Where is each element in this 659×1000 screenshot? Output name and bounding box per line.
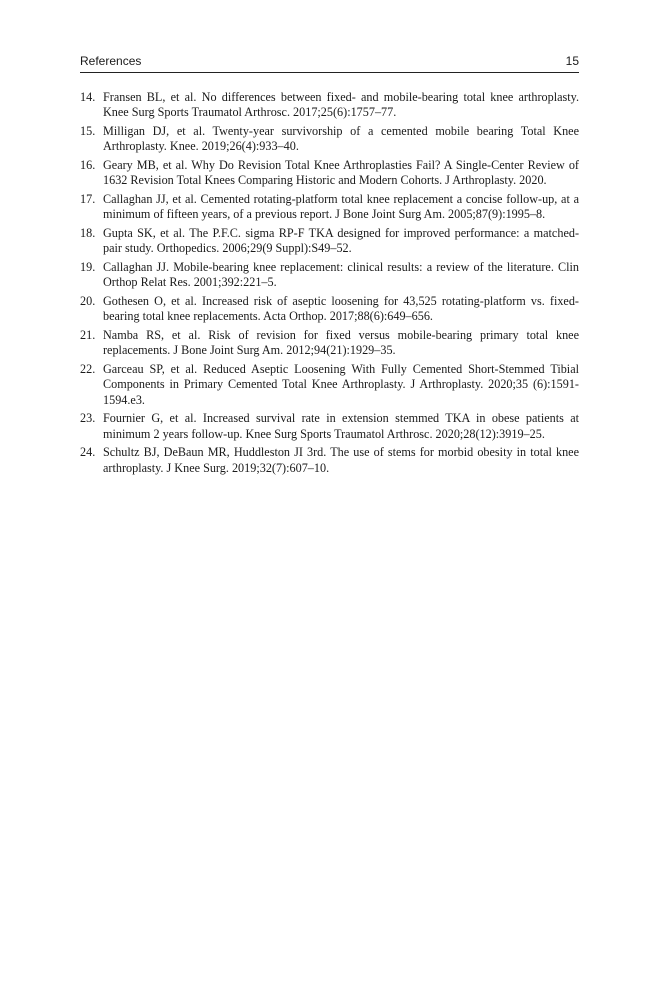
reference-text: Callaghan JJ, et al. Cemented rotating-platform total knee replacement a concise follow-up, at a minimum of fifteen years, of a previous report. J Bone Joint Surg Am. 2005;87(9):1995–8. [103, 192, 579, 222]
reference-number: 16. [80, 158, 96, 172]
reference-text: Gupta SK, et al. The P.F.C. sigma RP-F TKA designed for improved performance: a matched-pair study. Orthopedics. 2006;29(9 Suppl):S49–52. [103, 226, 579, 256]
reference-text: Schultz BJ, DeBaun MR, Huddleston JI 3rd. The use of stems for morbid obesity in total knee arthroplasty. J Knee Surg. 2019;32(7):607–10. [103, 445, 579, 475]
page-number: 15 [565, 54, 579, 68]
reference-item [80, 192, 579, 223]
reference-item [80, 124, 579, 155]
reference-number: 18. [80, 226, 96, 240]
reference-number: 21. [80, 328, 96, 342]
reference-text: Fransen BL, et al. No differences between fixed- and mobile-bearing total knee arthroplasty. Knee Surg Sports Traumatol Arthrosc. 2017;25(6):1757–77. [103, 90, 579, 120]
section-title: References [80, 54, 142, 68]
reference-number: 19. [80, 260, 96, 274]
reference-text: Gothesen O, et al. Increased risk of aseptic loosening for 43,525 rotating-platform vs. fixed-bearing total knee replacements. Acta Orthop. 2017;88(6):649–656. [103, 294, 579, 324]
reference-item [80, 260, 579, 291]
reference-number: 15. [80, 124, 96, 138]
reference-number: 23. [80, 411, 96, 426]
reference-item [80, 328, 579, 359]
reference-number: 24. [80, 445, 96, 460]
reference-item [80, 362, 579, 408]
reference-item [80, 445, 579, 476]
reference-text: Fournier G, et al. Increased survival rate in extension stemmed TKA in obese patients at minimum 2 years follow-up. Knee Surg Sports Traumatol Arthrosc. 2020;28(12):3919–25. [103, 411, 579, 441]
reference-item [80, 411, 579, 442]
reference-number: 14. [80, 90, 96, 104]
reference-text: Callaghan JJ. Mobile-bearing knee replacement: clinical results: a review of the literature. Clin Orthop Relat Res. 2001;392:221–5. [103, 260, 579, 290]
running-header [80, 52, 579, 73]
reference-number: 17. [80, 192, 96, 206]
reference-list [80, 90, 579, 479]
reference-text: Milligan DJ, et al. Twenty-year survivorship of a cemented mobile bearing Total Knee Arthroplasty. Knee. 2019;26(4):933–40. [103, 124, 579, 154]
reference-item [80, 226, 579, 257]
reference-number: 22. [80, 362, 96, 376]
reference-item [80, 158, 579, 189]
reference-item [80, 294, 579, 325]
reference-text: Namba RS, et al. Risk of revision for fixed versus mobile-bearing primary total knee replacements. J Bone Joint Surg Am. 2012;94(21):1929–35. [103, 328, 579, 358]
reference-item [80, 90, 579, 121]
reference-text: Garceau SP, et al. Reduced Aseptic Loosening With Fully Cemented Short-Stemmed Tibial Components in Primary Cemented Total Knee Arthroplasty. J Arthroplasty. 2020;35 (6):1591-1594.e3. [103, 362, 579, 407]
reference-number: 20. [80, 294, 96, 308]
reference-text: Geary MB, et al. Why Do Revision Total Knee Arthroplasties Fail? A Single-Center Review of 1632 Revision Total Knees Comparing Historic and Modern Cohorts. J Arthroplasty. 2020. [103, 158, 579, 188]
